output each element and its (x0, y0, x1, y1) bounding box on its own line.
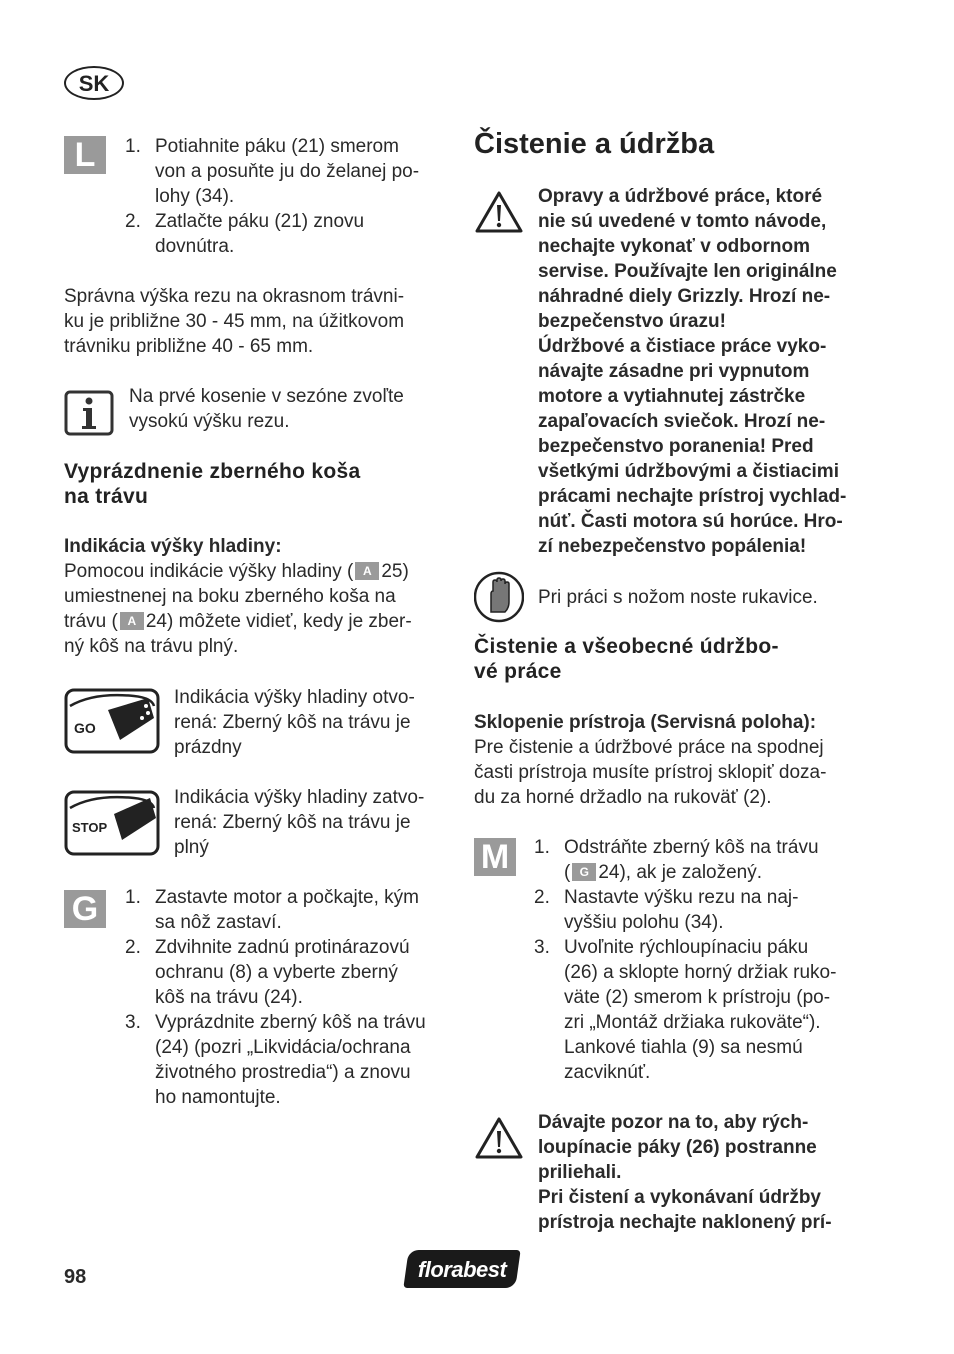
info-note: Na prvé kosenie v sezóne zvoľte vysokú výšku rezu. (129, 386, 404, 432)
tilt-text: Pre čistenie a údržbové práce na spodnej časti prístroja musíte prístroj sklopiť doza- du za horné držadlo na rukoväť (2). (474, 737, 827, 808)
tilt-title: Sklopenie prístroja (Servisná poloha): (474, 712, 817, 733)
level-indicator-line3: trávu ( A 24) môžete vidieť, kedy je zber- (64, 611, 412, 632)
level-indicator-line1: Pomocou indikácie výšky hladiny ( A 25) (64, 561, 409, 582)
go-indicator-icon (64, 688, 160, 754)
florabest-logo: florabest (403, 1250, 520, 1288)
list-item: 2. Nastavte výšku rezu na naj- vyššiu polohu (34). (534, 887, 799, 933)
figure-g-badge: G (572, 863, 596, 881)
figure-a-badge: A (355, 562, 379, 580)
step-g-list (125, 885, 455, 1110)
stop-indicator-icon (64, 790, 160, 856)
list-item: 3. Vyprázdnite zberný kôš na trávu (24) (pozri „Likvidácia/ochrana životného prostredia“) a znovu ho namontujte. (125, 1012, 426, 1108)
warning-text-2: Dávajte pozor na to, aby rých- loupínacie páky (26) postranne priliehali. Pri čistení a vykonávaní údržby prístroja nechajte naklonený prí- (538, 1112, 832, 1233)
level-indicator-block (64, 534, 454, 659)
list-item: 1. Zastavte motor a počkajte, kým sa nôž zastaví. (125, 887, 419, 933)
glove-icon (474, 570, 524, 624)
page-number: 98 (64, 1266, 87, 1288)
stop-indicator-text: Indikácia výšky hladiny zatvo- rená: Zberný kôš na trávu je plný (174, 787, 425, 858)
step-badge-m: M (474, 838, 516, 876)
go-indicator-text: Indikácia výšky hladiny otvo- rená: Zberný kôš na trávu je prázdny (174, 687, 415, 758)
section-heading-empty: Vyprázdnenie zberného koša na trávu (64, 460, 361, 508)
tilt-block (474, 710, 874, 810)
level-indicator-line2: umiestnenej na boku zberného koša na (64, 586, 396, 607)
language-badge: SK (64, 66, 124, 100)
list-item: 2. Zdvihnite zadnú protinárazovú ochranu (8) a vyberte zberný kôš na trávu (24). (125, 937, 410, 1008)
svg-text:GO: GO (74, 720, 96, 736)
warning-icon (474, 190, 524, 234)
glove-note: Pri práci s nožom noste rukavice. (538, 587, 818, 608)
warning-text-1: Opravy a údržbové práce, ktoré nie sú uvedené v tomto návode, nechajte vykonať v odbornom servise. Používajte len originálne náhradné diely Grizzly. Hrozí ne- bezpečenstvo úrazu! Údržbové a čistiace práce vyko- návajte zásadne pri vypnutom motore a vytiahnutej zástrčke zapaľovacích sviečok. Hrozí ne- bezpečenstvo poranenia! Pred všetkými údržbovými a čistiacimi prácami nechajte prístroj vychlad- núť. Časti motora sú horúce. Hro- zí nebezpečenstvo popálenia! (538, 186, 847, 557)
figure-a-badge: A (120, 612, 144, 630)
step-m-list (534, 835, 874, 1085)
page-title: Čistenie a údržba (474, 128, 715, 160)
warning-icon (474, 1116, 524, 1160)
step-badge-l: L (64, 136, 106, 174)
step-l-list (125, 134, 450, 259)
info-icon (64, 390, 114, 436)
step-badge-g: G (64, 890, 106, 928)
level-indicator-title: Indikácia výšky hladiny: (64, 536, 282, 557)
section-heading-general: Čistenie a všeobecné údržbo- vé práce (474, 635, 779, 683)
level-indicator-line4: ný kôš na trávu plný. (64, 636, 239, 657)
svg-text:STOP: STOP (72, 820, 108, 835)
list-item: 3. Uvoľnite rýchloupínaciu páku (26) a sklopte horný držiak ruko- väte (2) smerom k prístroju (po- zri „Montáž držiaka rukoväte“). Lankové tiahla (9) sa nesmú zacviknúť. (534, 937, 837, 1083)
cut-height-text: Správna výška rezu na okrasnom trávni- ku je približne 30 - 45 mm, na úžitkovom trávniku približne 40 - 65 mm. (64, 286, 405, 357)
list-item: 1. Odstráňte zberný kôš na trávu ( G 24), ak je založený. (534, 837, 819, 883)
list-item: 1. Potiahnite páku (21) smerom von a posuňte ju do želanej po- lohy (34). (125, 136, 420, 207)
list-item: 2. Zatlačte páku (21) znovu dovnútra. (125, 211, 365, 257)
